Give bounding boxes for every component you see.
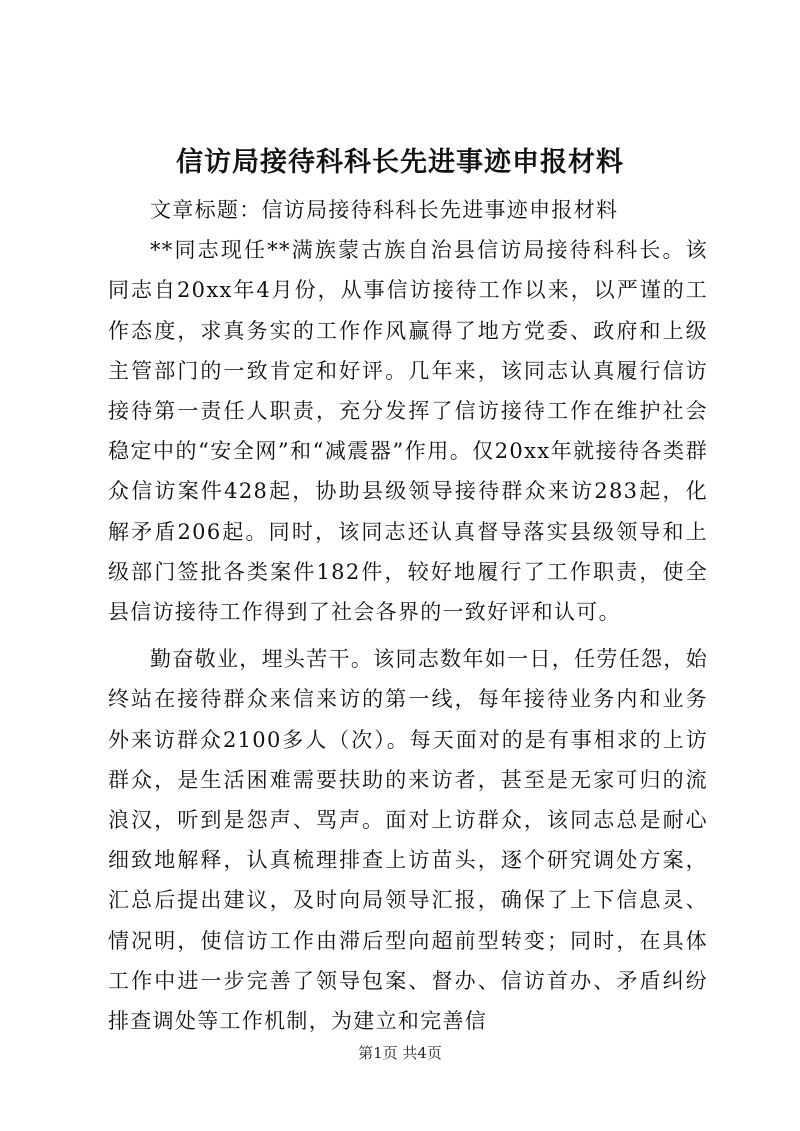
- document-body: [108, 190, 708, 1041]
- paragraph-intro: **同志现任**满族蒙古族自治县信访局接待科科长。该同志自20xx年4月份，从事信访接待工作以来，以严谨的工作态度，求真务实的工作作风赢得了地方党委、政府和上级主管部门的一致肯定和好评。几年来，该同志认真履行信访接待第一责任人职责，充分发挥了信访接待工作在维护社会稳定中的“安全网”和“减震器”作用。仅20xx年就接待各类群众信访案件428起，协助县级领导接待群众来访283起，化解矛盾206起。同时，该同志还认真督导落实县级领导和上级部门签批各类案件182件，较好地履行了工作职责，使全县信访接待工作得到了社会各界的一致好评和认可。: [108, 238, 708, 625]
- page-footer: 第1页 共4页: [358, 1044, 442, 1062]
- article-title-line: 文章标题：信访局接待科科长先进事迹申报材料: [150, 198, 619, 222]
- document-title: 信访局接待科科长先进事迹申报材料: [176, 147, 624, 178]
- paragraph-diligence: 勤奋敬业，埋头苦干。该同志数年如一日，任劳任怨，始终站在接待群众来信来访的第一线，每年接待业务内和业务外来访群众2100多人（次）。每天面对的是有事相求的上访群众，是生活困难需要扶助的来访者，甚至是无家可归的流浪汉，听到是怨声、骂声。面对上访群众，该同志总是耐心细致地解释，认真梳理排查上访苗头，逐个研究调处方案，汇总后提出建议，及时向局领导汇报，确保了上下信息灵、情况明，使信访工作由滞后型向超前型转变；同时，在具体工作中进一步完善了领导包案、督办、信访首办、矛盾纠纷排查调处等工作机制，为建立和完善信: [108, 647, 708, 1034]
